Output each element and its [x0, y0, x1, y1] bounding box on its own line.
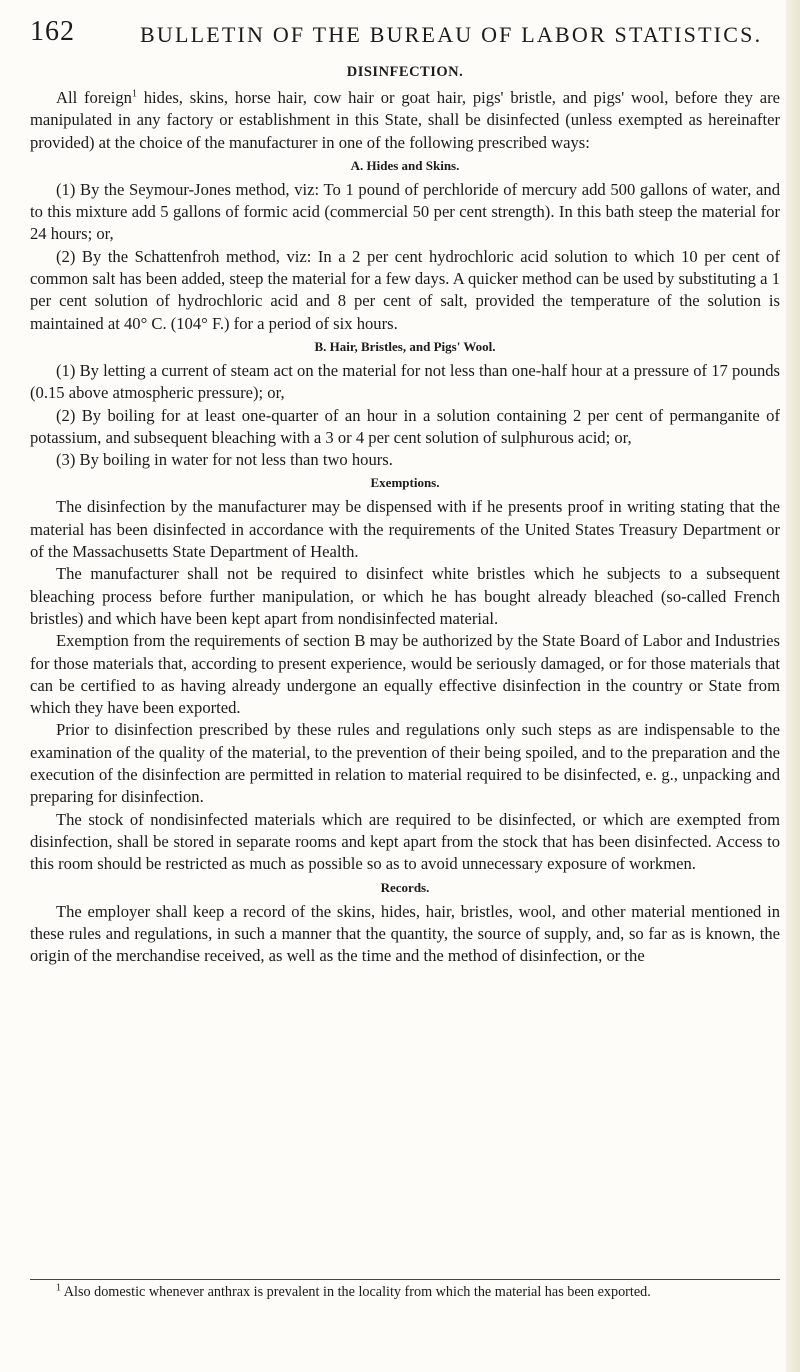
paragraph: (2) By the Schattenfroh method, viz: In a 2 per cent hydrochloric acid solution to which 10 per cent of common salt has been added, steep the material for a few days. A quicker method can be used by substituting a 1 per cent solution of hydrochloric acid and 8 per cent of salt, provided the temperature of the solution is maintained at 40° C. (104° F.) for a period of six hours. [30, 246, 780, 333]
paragraph: Exemption from the requirements of section B may be authorized by the State Board of Labor and Industries for those materials that, according to present experience, would be seriously damaged, or for those materials that can be certified to as having already undergone an equally effective disinfection in the country or State from which they have been exported. [30, 631, 780, 718]
paragraph: (2) By boiling for at least one-quarter of an hour in a solution containing 2 per cent of permanganite of potassium, and subsequent bleaching with a 3 or 4 per cent solution of sulphurous acid; or, [30, 405, 780, 447]
paragraph: The employer shall keep a record of the skins, hides, hair, bristles, wool, and other material mentioned in these rules and regulations, in such a manner that the quantity, the source of supply, and, so far as is known, the origin of the merchandise received, as well as the time and the method of disinfection, or the [30, 901, 780, 966]
footnote-reference: 1 [131, 88, 137, 100]
paragraph: Prior to disinfection prescribed by these rules and regulations only such steps as are indispensable to the examination of the quality of the material, to the prevention of their being spoiled, and to the preparation and the execution of the disinfection are permitted in relation to material required to be disinfected, e. g., unpacking and preparing for disinfection. [30, 720, 780, 807]
subsection-title-hides: A. Hides and Skins. [350, 157, 460, 173]
paragraph: The disinfection by the manufacturer may be dispensed with if he presents proof in writing stating that the material has been disinfected in accordance with the requirements of the United States Treasury Department or of the Massachusetts State Department of Health. [30, 497, 780, 562]
footnote-marker: 1 [56, 1282, 61, 1294]
section-title: DISINFECTION. [346, 64, 464, 80]
intro-text-before: All foreign [56, 88, 132, 107]
subsection-title-exemptions: Exemptions. [370, 475, 440, 491]
paragraph: (1) By the Seymour-Jones method, viz: To 1 pound of perchloride of mercury add 500 gallons of water, and to this mixture add 5 gallons of formic acid (commercial 50 per cent strength). In this bath steep the material for 24 hours; or, [30, 179, 780, 244]
paragraph: (1) By letting a current of steam act on the material for not less than one-half hour at a pressure of 17 pounds (0.15 above atmospheric pressure); or, [30, 360, 780, 403]
running-head: BULLETIN OF THE BUREAU OF LABOR STATISTICS. [140, 22, 763, 47]
intro-paragraph [30, 87, 780, 154]
page-number: 162 [30, 16, 75, 47]
subsection-title-records: Records. [380, 879, 430, 895]
page-body [30, 64, 780, 967]
page-edge-shadow [786, 0, 800, 1372]
footnote-text: Also domestic whenever anthrax is prevalent in the locality from which the material has been exported. [61, 1284, 651, 1300]
paragraph: The stock of nondisinfected materials which are required to be disinfected, or which are exempted from disinfection, shall be stored in separate rooms and kept apart from the stock that has been disinfected. Access to this room should be restricted as much as possible so as to avoid unnecessary exposure of workmen. [30, 809, 780, 874]
paragraph: (3) By boiling in water for not less than two hours. [56, 450, 393, 470]
page-header [30, 16, 790, 56]
subsection-title-hair: B. Hair, Bristles, and Pigs' Wool. [314, 338, 496, 354]
footnote [30, 1284, 780, 1301]
footnote-divider [30, 1279, 780, 1280]
intro-text-after: hides, skins, horse hair, cow hair or goat hair, pigs' bristle, and pigs' wool, before they are manipulated in any factory or establishment in this State, shall be disinfected (unless exempted as hereinafter provided) at the choice of the manufacturer in one of the following prescribed ways: [30, 88, 780, 152]
paragraph: The manufacturer shall not be required to disinfect white bristles which he subjects to a subsequent bleaching process before further manipulation, or which he has bought already bleached (so-called French bristles) and which have been kept apart from nondisinfected material. [30, 564, 780, 628]
